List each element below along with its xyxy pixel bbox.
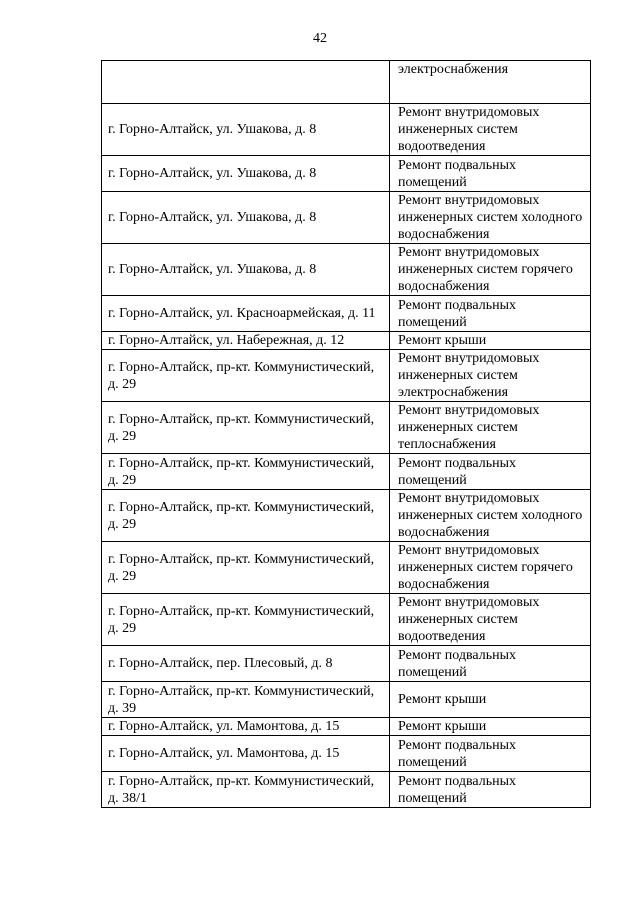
address-cell (102, 61, 390, 104)
address-cell: г. Горно-Алтайск, пр-кт. Коммунистический, д. 29 (102, 454, 390, 490)
page-number: 42 (313, 31, 327, 46)
table-row (102, 332, 591, 350)
table-row (102, 772, 591, 808)
table-row (102, 718, 591, 736)
address-cell: г. Горно-Алтайск, ул. Красноармейская, д. 11 (102, 296, 390, 332)
work-type-cell: Ремонт подвальных помещений (390, 736, 591, 772)
work-type-cell: Ремонт внутридомовых инженерных систем водоотведения (390, 104, 591, 156)
work-type-cell: Ремонт подвальных помещений (390, 646, 591, 682)
work-type-cell: Ремонт подвальных помещений (390, 296, 591, 332)
address-cell: г. Горно-Алтайск, пр-кт. Коммунистический, д. 39 (102, 682, 390, 718)
work-type-cell: Ремонт крыши (390, 718, 591, 736)
address-cell: г. Горно-Алтайск, пр-кт. Коммунистический, д. 29 (102, 594, 390, 646)
work-type-cell: электроснабжения (390, 61, 591, 104)
address-cell: г. Горно-Алтайск, пр-кт. Коммунистический, д. 29 (102, 490, 390, 542)
table-row (102, 350, 591, 402)
table-row (102, 542, 591, 594)
work-type-cell: Ремонт подвальных помещений (390, 454, 591, 490)
address-cell: г. Горно-Алтайск, ул. Ушакова, д. 8 (102, 104, 390, 156)
table-row (102, 646, 591, 682)
address-cell: г. Горно-Алтайск, ул. Ушакова, д. 8 (102, 156, 390, 192)
work-type-cell: Ремонт подвальных помещений (390, 772, 591, 808)
work-type-cell: Ремонт внутридомовых инженерных систем теплоснабжения (390, 402, 591, 454)
table-row (102, 490, 591, 542)
work-type-cell: Ремонт крыши (390, 332, 591, 350)
table-row (102, 402, 591, 454)
work-type-cell: Ремонт внутридомовых инженерных систем горячего водоснабжения (390, 542, 591, 594)
table-row (102, 104, 591, 156)
address-cell: г. Горно-Алтайск, ул. Ушакова, д. 8 (102, 192, 390, 244)
work-type-cell: Ремонт крыши (390, 682, 591, 718)
table-row (102, 244, 591, 296)
work-type-cell: Ремонт внутридомовых инженерных систем холодного водоснабжения (390, 490, 591, 542)
address-cell: г. Горно-Алтайск, пр-кт. Коммунистический, д. 29 (102, 350, 390, 402)
table-row (102, 736, 591, 772)
table-row (102, 61, 591, 104)
repair-works-table (101, 60, 591, 808)
work-type-cell: Ремонт внутридомовых инженерных систем электроснабжения (390, 350, 591, 402)
work-type-cell: Ремонт подвальных помещений (390, 156, 591, 192)
address-cell: г. Горно-Алтайск, пер. Плесовый, д. 8 (102, 646, 390, 682)
work-type-cell: Ремонт внутридомовых инженерных систем водоотведения (390, 594, 591, 646)
address-cell: г. Горно-Алтайск, ул. Мамонтова, д. 15 (102, 718, 390, 736)
work-type-cell: Ремонт внутридомовых инженерных систем холодного водоснабжения (390, 192, 591, 244)
table-row (102, 296, 591, 332)
address-cell: г. Горно-Алтайск, ул. Набережная, д. 12 (102, 332, 390, 350)
address-cell: г. Горно-Алтайск, пр-кт. Коммунистический, д. 38/1 (102, 772, 390, 808)
table-row (102, 682, 591, 718)
address-cell: г. Горно-Алтайск, пр-кт. Коммунистический, д. 29 (102, 402, 390, 454)
address-cell: г. Горно-Алтайск, ул. Ушакова, д. 8 (102, 244, 390, 296)
table-row (102, 594, 591, 646)
work-type-cell: Ремонт внутридомовых инженерных систем горячего водоснабжения (390, 244, 591, 296)
address-cell: г. Горно-Алтайск, ул. Мамонтова, д. 15 (102, 736, 390, 772)
table-row (102, 454, 591, 490)
table-row (102, 192, 591, 244)
table-row (102, 156, 591, 192)
address-cell: г. Горно-Алтайск, пр-кт. Коммунистический, д. 29 (102, 542, 390, 594)
